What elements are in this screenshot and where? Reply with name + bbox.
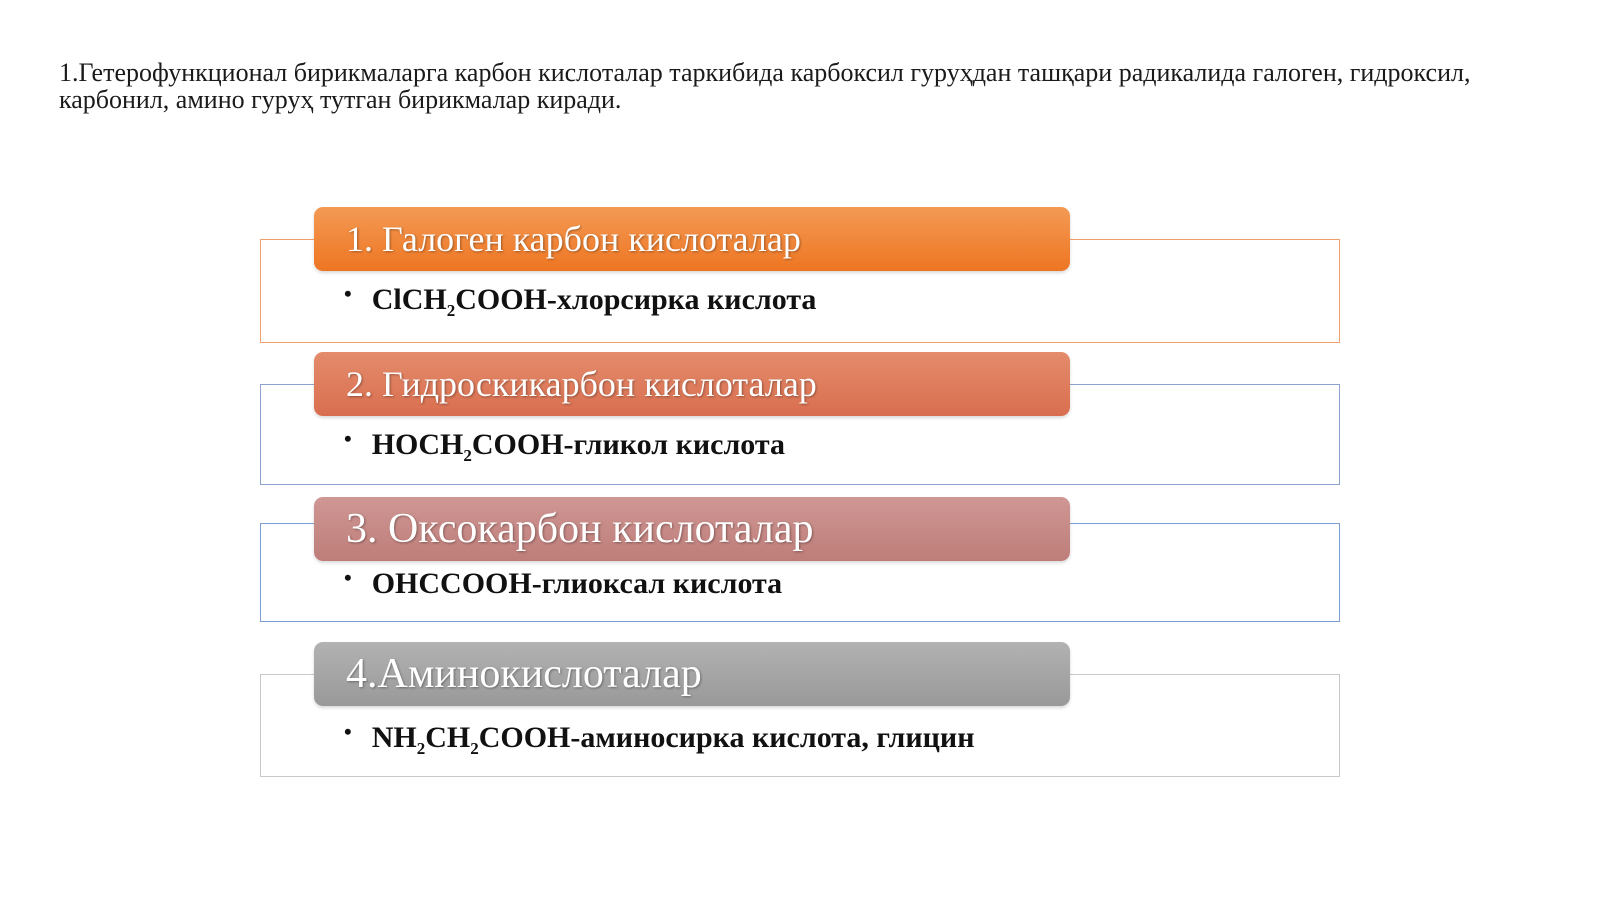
compound-name: -аминосирка кислота, глицин bbox=[570, 721, 975, 754]
compound-name: -глиоксал кислота bbox=[531, 567, 783, 600]
category-header: 1. Галоген карбон кислоталар bbox=[314, 207, 1070, 271]
compound-name: -хлорсирка кислота bbox=[546, 283, 817, 316]
category-header: 3. Оксокарбон кислоталар bbox=[314, 497, 1070, 561]
intro-paragraph: 1.Гетерофункционал бирикмаларга карбон кислоталар таркибида карбоксил гуруҳдан ташқари радикалида галоген, гидроксил, карбонил, амино гуруҳ тутган бирикмалар киради. bbox=[59, 58, 1471, 114]
bullet-icon: • bbox=[344, 281, 352, 306]
chemical-formula: $NH_2CH_2COOH$ bbox=[371, 721, 571, 758]
compound-name: -гликол кислота bbox=[563, 428, 786, 461]
example-item bbox=[344, 719, 975, 758]
category-header: 4.Аминокислоталар bbox=[314, 642, 1070, 706]
chemical-formula: ClCH$_2$COOH bbox=[371, 283, 547, 320]
example-item bbox=[344, 281, 817, 320]
chemical-formula: OHCCOOH bbox=[371, 567, 532, 600]
chemical-formula: $HOCH_2COOH$ bbox=[371, 428, 564, 465]
category-header: 2. Гидроскикарбон кислоталар bbox=[314, 352, 1070, 416]
bullet-icon: • bbox=[344, 719, 352, 744]
bullet-icon: • bbox=[344, 565, 352, 590]
example-item bbox=[344, 567, 782, 601]
example-item bbox=[344, 426, 786, 465]
bullet-icon: • bbox=[344, 426, 352, 451]
